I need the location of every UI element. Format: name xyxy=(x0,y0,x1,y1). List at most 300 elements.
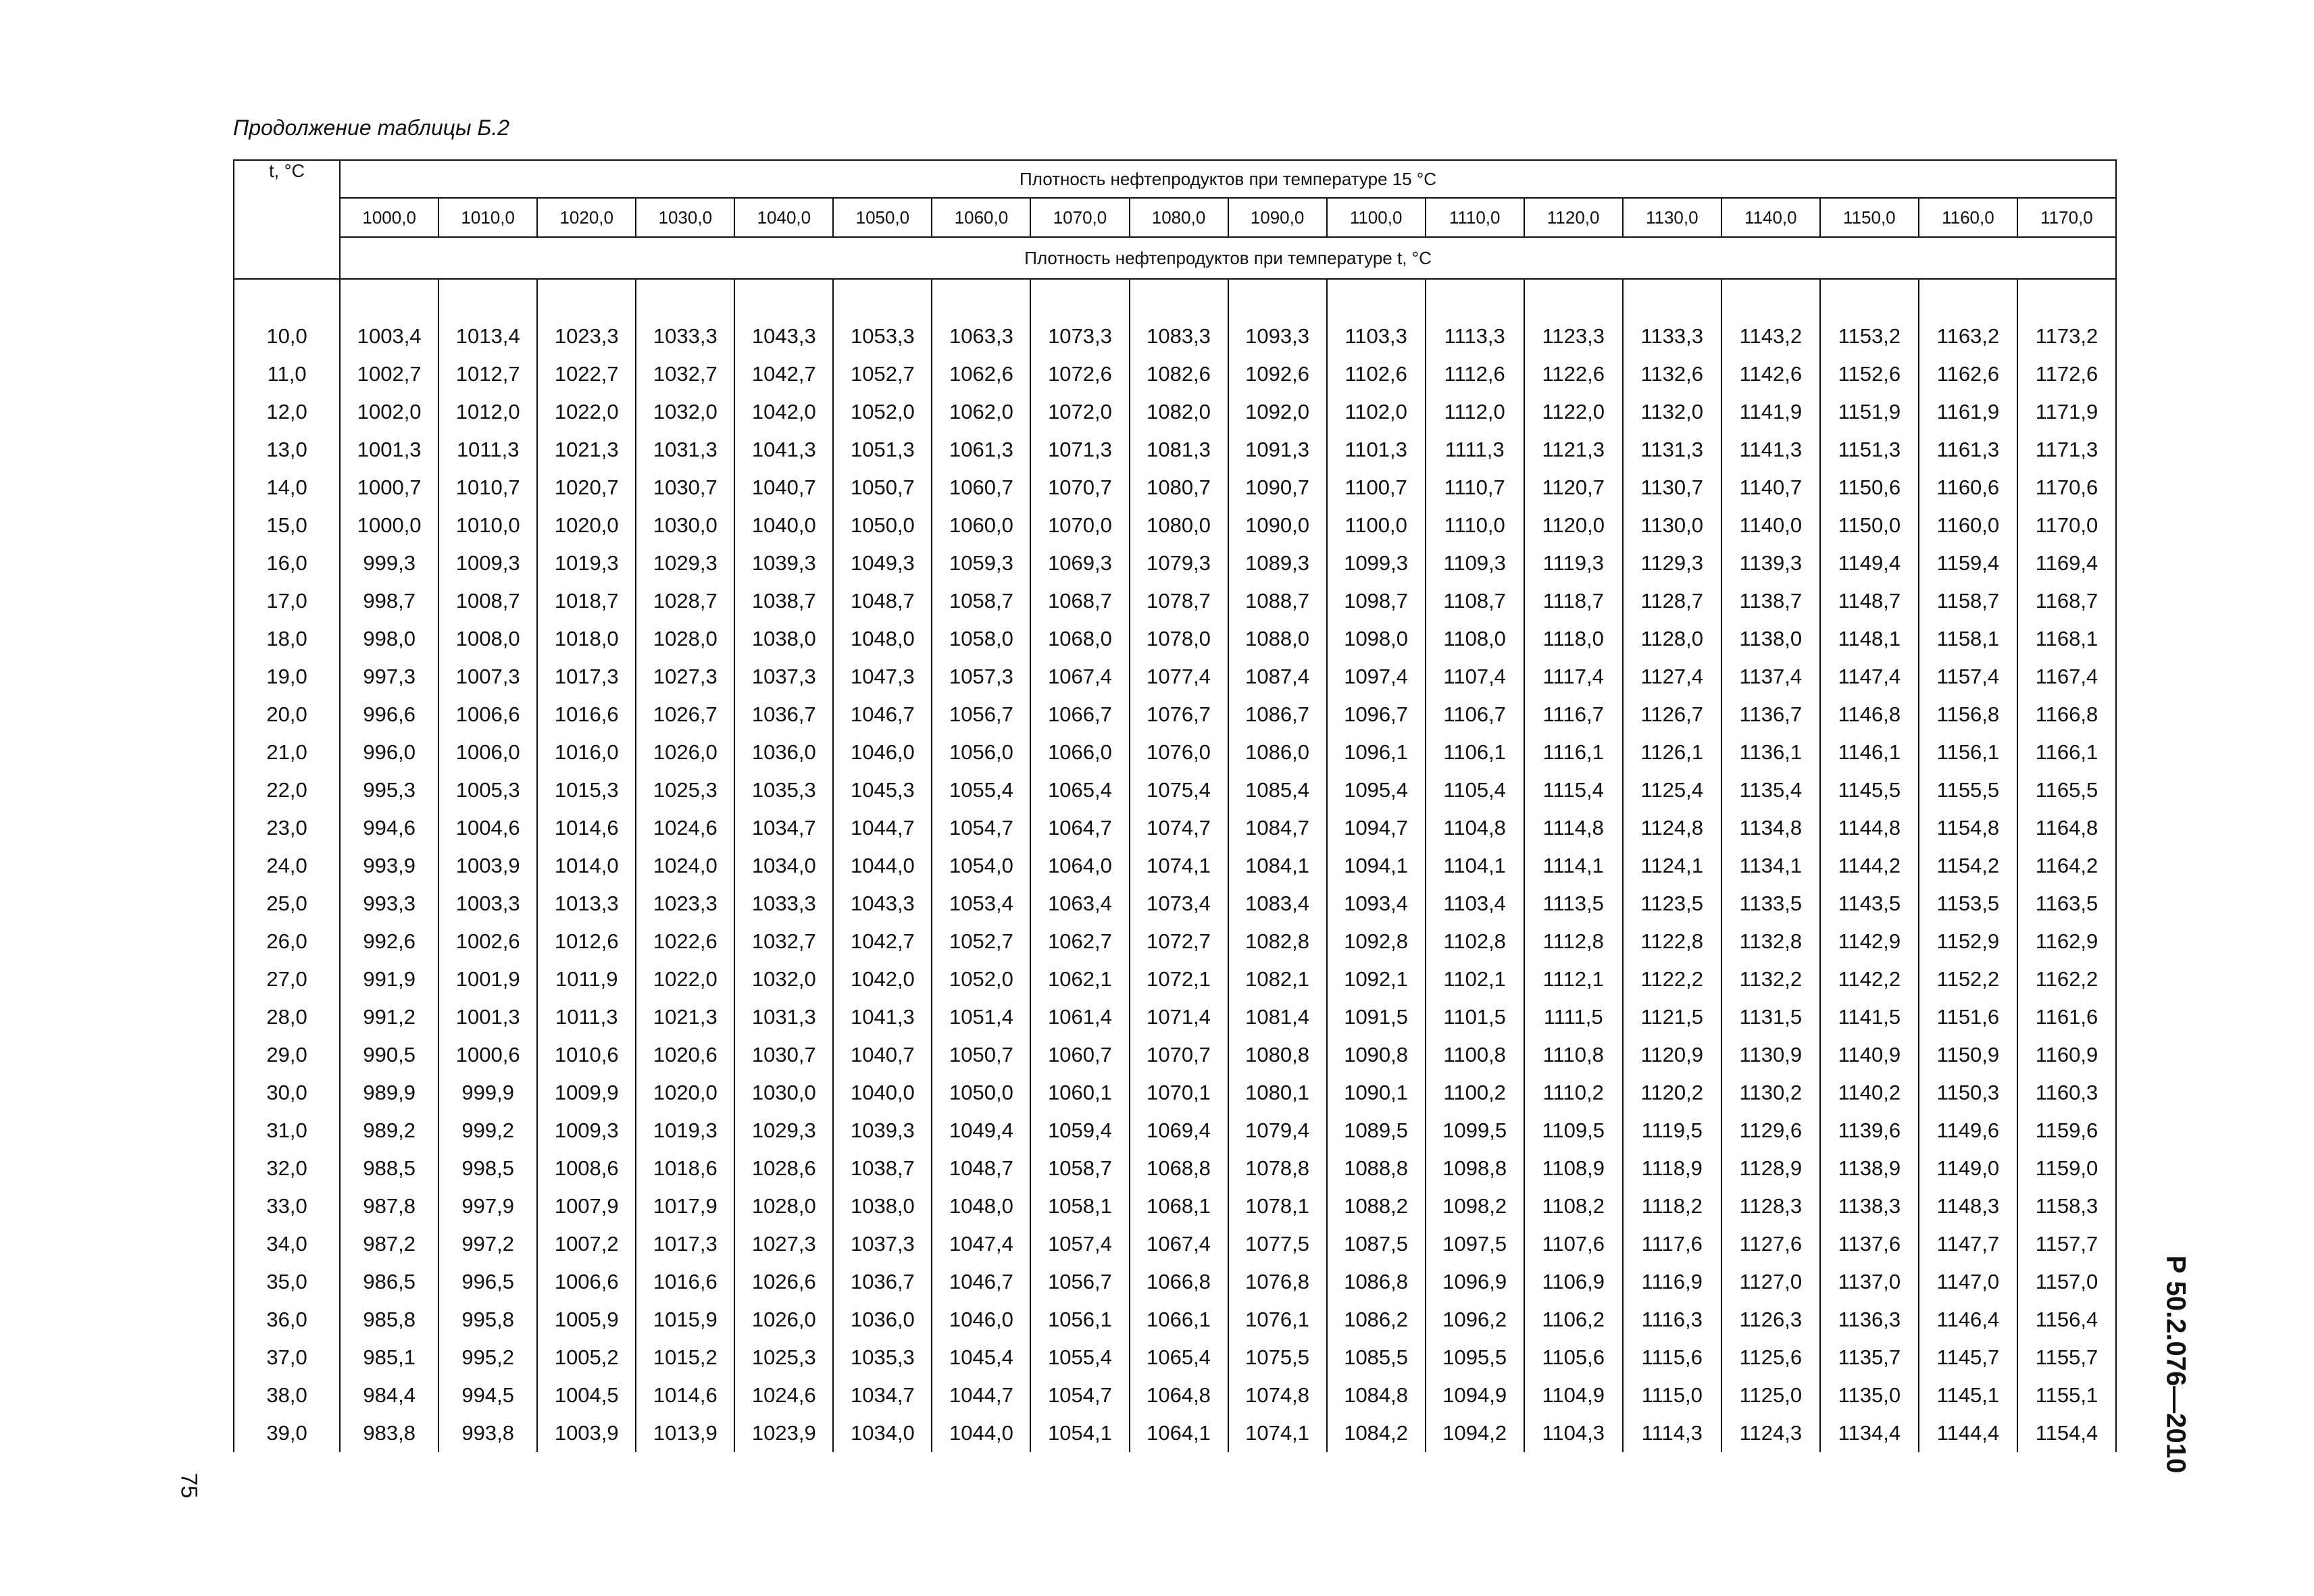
density-column-header: 1010,0 xyxy=(438,198,537,237)
density-cell: 1064,1 xyxy=(1130,1414,1228,1452)
density-cell: 1026,7 xyxy=(636,696,734,733)
temperature-cell: 22,0 xyxy=(234,771,340,809)
density-cell: 1086,7 xyxy=(1228,696,1327,733)
density-cell: 1145,5 xyxy=(1820,771,1919,809)
density-cell: 1123,5 xyxy=(1623,885,1721,923)
density-cell: 1126,3 xyxy=(1721,1301,1820,1339)
density-cell: 1158,7 xyxy=(1919,582,2017,620)
density-cell: 1142,9 xyxy=(1820,923,1919,960)
density-cell: 1059,3 xyxy=(932,544,1030,582)
density-cell: 1138,3 xyxy=(1820,1187,1919,1225)
density-cell: 1026,0 xyxy=(734,1301,833,1339)
header-spacer-row xyxy=(234,279,2116,317)
density-cell: 1023,3 xyxy=(636,885,734,923)
density-cell: 988,5 xyxy=(340,1150,438,1187)
density-cell: 1032,7 xyxy=(734,923,833,960)
density-cell: 1057,4 xyxy=(1030,1225,1129,1263)
density-cell: 1038,7 xyxy=(833,1150,932,1187)
density-cell: 1098,0 xyxy=(1327,620,1426,658)
table-row xyxy=(234,733,2116,771)
density-cell: 1006,6 xyxy=(438,696,537,733)
density-cell: 1111,3 xyxy=(1426,431,1524,469)
density-cell: 1015,9 xyxy=(636,1301,734,1339)
density-cell: 984,4 xyxy=(340,1376,438,1414)
density-cell: 1164,8 xyxy=(2017,809,2116,847)
table-row xyxy=(234,960,2116,998)
temperature-cell: 11,0 xyxy=(234,355,340,393)
density-cell: 1088,8 xyxy=(1327,1150,1426,1187)
density-cell: 1156,1 xyxy=(1919,733,2017,771)
density-cell: 1150,0 xyxy=(1820,507,1919,544)
spacer-cell xyxy=(340,279,438,317)
density-cell: 1046,7 xyxy=(932,1263,1030,1301)
density-cell: 1081,4 xyxy=(1228,998,1327,1036)
density-cell: 1093,3 xyxy=(1228,317,1327,355)
density-cell: 1070,0 xyxy=(1030,507,1129,544)
density-cell: 1075,5 xyxy=(1228,1339,1327,1376)
density-cell: 1120,7 xyxy=(1524,469,1623,507)
density-cell: 1024,0 xyxy=(636,847,734,885)
density-cell: 1054,7 xyxy=(932,809,1030,847)
density-cell: 1033,3 xyxy=(734,885,833,923)
density-cell: 1008,0 xyxy=(438,620,537,658)
density-cell: 995,3 xyxy=(340,771,438,809)
temperature-cell: 10,0 xyxy=(234,317,340,355)
density-cell: 1071,3 xyxy=(1030,431,1129,469)
density-cell: 1124,8 xyxy=(1623,809,1721,847)
table-row xyxy=(234,469,2116,507)
density-cell: 1040,0 xyxy=(833,1074,932,1112)
density-cell: 1078,8 xyxy=(1228,1150,1327,1187)
density-cell: 1130,0 xyxy=(1623,507,1721,544)
density-cell: 1093,4 xyxy=(1327,885,1426,923)
density-cell: 1030,0 xyxy=(636,507,734,544)
spacer-cell xyxy=(2017,279,2116,317)
density-cell: 1079,3 xyxy=(1130,544,1228,582)
density-cell: 1163,5 xyxy=(2017,885,2116,923)
temperature-column-header: t, °C xyxy=(234,160,340,279)
density-cell: 1054,0 xyxy=(932,847,1030,885)
page-number: 75 xyxy=(176,1472,202,1499)
density-cell: 1076,0 xyxy=(1130,733,1228,771)
density-cell: 1085,4 xyxy=(1228,771,1327,809)
density-cell: 1014,6 xyxy=(636,1376,734,1414)
temperature-cell: 32,0 xyxy=(234,1150,340,1187)
density-cell: 1096,1 xyxy=(1327,733,1426,771)
density-cell: 1137,4 xyxy=(1721,658,1820,696)
temperature-cell: 21,0 xyxy=(234,733,340,771)
density-cell: 1084,2 xyxy=(1327,1414,1426,1452)
density-cell: 1106,2 xyxy=(1524,1301,1623,1339)
density-cell: 1052,7 xyxy=(932,923,1030,960)
table-row xyxy=(234,1263,2116,1301)
density-cell: 1068,7 xyxy=(1030,582,1129,620)
density-cell: 995,2 xyxy=(438,1339,537,1376)
density-cell: 1038,0 xyxy=(734,620,833,658)
density-cell: 1168,1 xyxy=(2017,620,2116,658)
density-cell: 1058,7 xyxy=(1030,1150,1129,1187)
density-cell: 1160,0 xyxy=(1919,507,2017,544)
density-cell: 1104,9 xyxy=(1524,1376,1623,1414)
density-cell: 1142,2 xyxy=(1820,960,1919,998)
density-cell: 1102,8 xyxy=(1426,923,1524,960)
density-cell: 987,8 xyxy=(340,1187,438,1225)
density-cell: 1159,6 xyxy=(2017,1112,2116,1150)
density-cell: 1162,9 xyxy=(2017,923,2116,960)
density-cell: 1080,8 xyxy=(1228,1036,1327,1074)
density-cell: 1072,7 xyxy=(1130,923,1228,960)
density-cell: 996,5 xyxy=(438,1263,537,1301)
density-cell: 1161,6 xyxy=(2017,998,2116,1036)
density-cell: 1141,9 xyxy=(1721,393,1820,431)
density-cell: 1141,5 xyxy=(1820,998,1919,1036)
density-cell: 983,8 xyxy=(340,1414,438,1452)
density-cell: 1076,8 xyxy=(1228,1263,1327,1301)
density-cell: 1053,3 xyxy=(833,317,932,355)
density-cell: 1140,9 xyxy=(1820,1036,1919,1074)
density-cell: 1134,1 xyxy=(1721,847,1820,885)
density-cell: 1063,3 xyxy=(932,317,1030,355)
density-cell: 1013,3 xyxy=(537,885,636,923)
density-cell: 1090,7 xyxy=(1228,469,1327,507)
density-cell: 1127,0 xyxy=(1721,1263,1820,1301)
density-cell: 1023,3 xyxy=(537,317,636,355)
density-cell: 1099,3 xyxy=(1327,544,1426,582)
density-cell: 1063,4 xyxy=(1030,885,1129,923)
density-cell: 1084,1 xyxy=(1228,847,1327,885)
density-cell: 1128,9 xyxy=(1721,1150,1820,1187)
density-cell: 1043,3 xyxy=(734,317,833,355)
density-column-header: 1070,0 xyxy=(1030,198,1129,237)
density-cell: 1061,3 xyxy=(932,431,1030,469)
density-cell: 1135,0 xyxy=(1820,1376,1919,1414)
density-cell: 1091,3 xyxy=(1228,431,1327,469)
temperature-cell: 16,0 xyxy=(234,544,340,582)
density-cell: 1114,8 xyxy=(1524,809,1623,847)
density-cell: 1064,8 xyxy=(1130,1376,1228,1414)
temperature-cell: 17,0 xyxy=(234,582,340,620)
table-row xyxy=(234,544,2116,582)
density-cell: 1050,7 xyxy=(833,469,932,507)
density-cell: 1010,7 xyxy=(438,469,537,507)
density-cell: 1156,4 xyxy=(2017,1301,2116,1339)
density-cell: 1101,5 xyxy=(1426,998,1524,1036)
density-cell: 1169,4 xyxy=(2017,544,2116,582)
density-cell: 1154,2 xyxy=(1919,847,2017,885)
density-cell: 1110,8 xyxy=(1524,1036,1623,1074)
density-cell: 1149,6 xyxy=(1919,1112,2017,1150)
density-cell: 1062,7 xyxy=(1030,923,1129,960)
density-cell: 1129,6 xyxy=(1721,1112,1820,1150)
temperature-cell: 29,0 xyxy=(234,1036,340,1074)
density-cell: 1118,0 xyxy=(1524,620,1623,658)
density-cell: 1086,2 xyxy=(1327,1301,1426,1339)
density-cell: 1068,0 xyxy=(1030,620,1129,658)
density-cell: 1056,7 xyxy=(1030,1263,1129,1301)
density-cell: 1010,6 xyxy=(537,1036,636,1074)
density-cell: 1056,1 xyxy=(1030,1301,1129,1339)
density-cell: 1043,3 xyxy=(833,885,932,923)
density-cell: 1126,7 xyxy=(1623,696,1721,733)
density-cell: 1162,6 xyxy=(1919,355,2017,393)
density-cell: 1016,6 xyxy=(537,696,636,733)
density-cell: 1100,7 xyxy=(1327,469,1426,507)
density-cell: 1168,7 xyxy=(2017,582,2116,620)
density-cell: 1105,4 xyxy=(1426,771,1524,809)
density-cell: 1152,2 xyxy=(1919,960,2017,998)
density-cell: 991,2 xyxy=(340,998,438,1036)
spacer-cell xyxy=(1327,279,1426,317)
density-cell: 1042,0 xyxy=(833,960,932,998)
density-cell: 1094,7 xyxy=(1327,809,1426,847)
density-cell: 1130,9 xyxy=(1721,1036,1820,1074)
density-cell: 1100,8 xyxy=(1426,1036,1524,1074)
spacer-cell xyxy=(1820,279,1919,317)
density-cell: 1147,7 xyxy=(1919,1225,2017,1263)
density-cell: 1068,8 xyxy=(1130,1150,1228,1187)
density-cell: 1060,7 xyxy=(932,469,1030,507)
spacer-cell xyxy=(932,279,1030,317)
density-cell: 1031,3 xyxy=(734,998,833,1036)
spacer-cell xyxy=(833,279,932,317)
density-cell: 1158,1 xyxy=(1919,620,2017,658)
density-cell: 1127,6 xyxy=(1721,1225,1820,1263)
density-cell: 1070,1 xyxy=(1130,1074,1228,1112)
density-cell: 1032,0 xyxy=(636,393,734,431)
density-cell: 1074,1 xyxy=(1130,847,1228,885)
density-cell: 1123,3 xyxy=(1524,317,1623,355)
density-cell: 1044,7 xyxy=(833,809,932,847)
density-cell: 1083,4 xyxy=(1228,885,1327,923)
density-cell: 1094,9 xyxy=(1426,1376,1524,1414)
density-cell: 1151,6 xyxy=(1919,998,2017,1036)
density-cell: 1039,3 xyxy=(833,1112,932,1150)
density-cell: 1044,0 xyxy=(932,1414,1030,1452)
density-cell: 1047,4 xyxy=(932,1225,1030,1263)
density-cell: 1034,0 xyxy=(734,847,833,885)
density-cell: 1171,3 xyxy=(2017,431,2116,469)
density-cell: 1150,9 xyxy=(1919,1036,2017,1074)
temperature-cell: 28,0 xyxy=(234,998,340,1036)
density-cell: 1002,6 xyxy=(438,923,537,960)
density-cell: 1084,7 xyxy=(1228,809,1327,847)
density-cell: 1084,8 xyxy=(1327,1376,1426,1414)
density-cell: 1086,8 xyxy=(1327,1263,1426,1301)
density-column-header: 1100,0 xyxy=(1327,198,1426,237)
density-cell: 1121,3 xyxy=(1524,431,1623,469)
density-cell: 993,8 xyxy=(438,1414,537,1452)
observed-density-header: Плотность нефтепродуктов при температуре t, °C xyxy=(340,237,2116,279)
density-cell: 998,0 xyxy=(340,620,438,658)
density-cell: 1044,7 xyxy=(932,1376,1030,1414)
density-cell: 1072,6 xyxy=(1030,355,1129,393)
density-cell: 1140,7 xyxy=(1721,469,1820,507)
density-cell: 1109,5 xyxy=(1524,1112,1623,1150)
temperature-cell: 27,0 xyxy=(234,960,340,998)
density-cell: 1072,1 xyxy=(1130,960,1228,998)
density-cell: 1125,6 xyxy=(1721,1339,1820,1376)
density-cell: 1138,0 xyxy=(1721,620,1820,658)
density-column-header: 1120,0 xyxy=(1524,198,1623,237)
density-cell: 1040,0 xyxy=(734,507,833,544)
density-cell: 1048,7 xyxy=(833,582,932,620)
table-row xyxy=(234,923,2116,960)
density-cell: 1046,0 xyxy=(932,1301,1030,1339)
table-row xyxy=(234,1339,2116,1376)
density-cell: 1066,1 xyxy=(1130,1301,1228,1339)
density-cell: 1133,5 xyxy=(1721,885,1820,923)
density-cell: 1111,5 xyxy=(1524,998,1623,1036)
temperature-cell: 34,0 xyxy=(234,1225,340,1263)
density-cell: 1007,3 xyxy=(438,658,537,696)
density-cell: 1119,3 xyxy=(1524,544,1623,582)
density-cell: 1108,9 xyxy=(1524,1150,1623,1187)
density-cell: 1087,4 xyxy=(1228,658,1327,696)
density-cell: 1082,8 xyxy=(1228,923,1327,960)
density-cell: 1080,0 xyxy=(1130,507,1228,544)
density-cell: 1163,2 xyxy=(1919,317,2017,355)
temperature-cell: 31,0 xyxy=(234,1112,340,1150)
density-cell: 1157,7 xyxy=(2017,1225,2116,1263)
density-cell: 1051,3 xyxy=(833,431,932,469)
density-cell: 1050,7 xyxy=(932,1036,1030,1074)
density-cell: 1028,6 xyxy=(734,1150,833,1187)
density-cell: 1140,2 xyxy=(1820,1074,1919,1112)
density-cell: 1156,8 xyxy=(1919,696,2017,733)
density-cell: 1151,3 xyxy=(1820,431,1919,469)
density-cell: 1160,3 xyxy=(2017,1074,2116,1112)
density-cell: 1045,4 xyxy=(932,1339,1030,1376)
density-cell: 1000,6 xyxy=(438,1036,537,1074)
density-cell: 1122,0 xyxy=(1524,393,1623,431)
density-cell: 1117,4 xyxy=(1524,658,1623,696)
density-cell: 1103,4 xyxy=(1426,885,1524,923)
density-cell: 1090,8 xyxy=(1327,1036,1426,1074)
table-row xyxy=(234,355,2116,393)
density-cell: 1062,0 xyxy=(932,393,1030,431)
density-cell: 1033,3 xyxy=(636,317,734,355)
density-cell: 1023,9 xyxy=(734,1414,833,1452)
density-cell: 1124,1 xyxy=(1623,847,1721,885)
density-cell: 1161,9 xyxy=(1919,393,2017,431)
density-cell: 1052,0 xyxy=(833,393,932,431)
spacer-cell xyxy=(1426,279,1524,317)
table-row xyxy=(234,809,2116,847)
density-cell: 1009,3 xyxy=(438,544,537,582)
density-cell: 1098,8 xyxy=(1426,1150,1524,1187)
density-cell: 1112,1 xyxy=(1524,960,1623,998)
density-cell: 1100,0 xyxy=(1327,507,1426,544)
density-cell: 1108,2 xyxy=(1524,1187,1623,1225)
density-cell: 1166,8 xyxy=(2017,696,2116,733)
density-cell: 997,3 xyxy=(340,658,438,696)
density-cell: 1143,2 xyxy=(1721,317,1820,355)
density-cell: 1041,3 xyxy=(734,431,833,469)
density-cell: 1006,0 xyxy=(438,733,537,771)
density-cell: 1042,7 xyxy=(734,355,833,393)
density-cell: 1036,0 xyxy=(734,733,833,771)
density-cell: 1040,7 xyxy=(734,469,833,507)
density-cell: 1149,4 xyxy=(1820,544,1919,582)
density-cell: 1161,3 xyxy=(1919,431,2017,469)
density-cell: 1112,0 xyxy=(1426,393,1524,431)
density-cell: 1046,7 xyxy=(833,696,932,733)
density-cell: 1166,1 xyxy=(2017,733,2116,771)
density-cell: 1152,6 xyxy=(1820,355,1919,393)
density-cell: 1036,0 xyxy=(833,1301,932,1339)
density-cell: 1000,7 xyxy=(340,469,438,507)
density-cell: 1170,0 xyxy=(2017,507,2116,544)
density-cell: 1136,1 xyxy=(1721,733,1820,771)
table-row xyxy=(234,1376,2116,1414)
density-cell: 999,3 xyxy=(340,544,438,582)
density-cell: 1089,5 xyxy=(1327,1112,1426,1150)
density-cell: 1038,0 xyxy=(833,1187,932,1225)
density-column-header: 1030,0 xyxy=(636,198,734,237)
density-cell: 1157,4 xyxy=(1919,658,2017,696)
density-cell: 1046,0 xyxy=(833,733,932,771)
density-cell: 1013,9 xyxy=(636,1414,734,1452)
density-cell: 1045,3 xyxy=(833,771,932,809)
density-cell: 1049,4 xyxy=(932,1112,1030,1150)
density-cell: 1125,0 xyxy=(1721,1376,1820,1414)
density-cell: 1082,6 xyxy=(1130,355,1228,393)
density-cell: 1148,3 xyxy=(1919,1187,2017,1225)
density-cell: 1162,2 xyxy=(2017,960,2116,998)
density-cell: 1092,8 xyxy=(1327,923,1426,960)
density-cell: 1154,4 xyxy=(2017,1414,2116,1452)
density-cell: 1130,7 xyxy=(1623,469,1721,507)
density-cell: 1091,5 xyxy=(1327,998,1426,1036)
density-cell: 1067,4 xyxy=(1030,658,1129,696)
density-cell: 1034,0 xyxy=(833,1414,932,1452)
density-cell: 1136,3 xyxy=(1820,1301,1919,1339)
density-cell: 1124,3 xyxy=(1721,1414,1820,1452)
density-cell: 1146,1 xyxy=(1820,733,1919,771)
density-cell: 985,1 xyxy=(340,1339,438,1376)
density-cell: 1096,2 xyxy=(1426,1301,1524,1339)
density-cell: 1007,2 xyxy=(537,1225,636,1263)
density-cell: 993,3 xyxy=(340,885,438,923)
density-cell: 1024,6 xyxy=(734,1376,833,1414)
density-cell: 1105,6 xyxy=(1524,1339,1623,1376)
spacer-cell xyxy=(734,279,833,317)
density-cell: 1114,3 xyxy=(1623,1414,1721,1452)
density-cell: 1089,3 xyxy=(1228,544,1327,582)
density-cell: 1110,0 xyxy=(1426,507,1524,544)
density-cell: 1017,3 xyxy=(537,658,636,696)
density-cell: 1062,6 xyxy=(932,355,1030,393)
density-cell: 1108,7 xyxy=(1426,582,1524,620)
density-cell: 1066,8 xyxy=(1130,1263,1228,1301)
density-cell: 1022,0 xyxy=(636,960,734,998)
density-cell: 998,5 xyxy=(438,1150,537,1187)
density-cell: 1092,1 xyxy=(1327,960,1426,998)
density-cell: 1153,2 xyxy=(1820,317,1919,355)
document-code-container xyxy=(2162,1229,2189,1499)
density-cell: 1120,9 xyxy=(1623,1036,1721,1074)
temperature-cell: 13,0 xyxy=(234,431,340,469)
density-cell: 1141,3 xyxy=(1721,431,1820,469)
density-cell: 1025,3 xyxy=(636,771,734,809)
density-column-header: 1090,0 xyxy=(1228,198,1327,237)
density-cell: 1104,1 xyxy=(1426,847,1524,885)
density-cell: 1137,0 xyxy=(1820,1263,1919,1301)
density-cell: 1118,7 xyxy=(1524,582,1623,620)
density-cell: 1100,2 xyxy=(1426,1074,1524,1112)
table-row xyxy=(234,998,2116,1036)
density-cell: 1020,6 xyxy=(636,1036,734,1074)
